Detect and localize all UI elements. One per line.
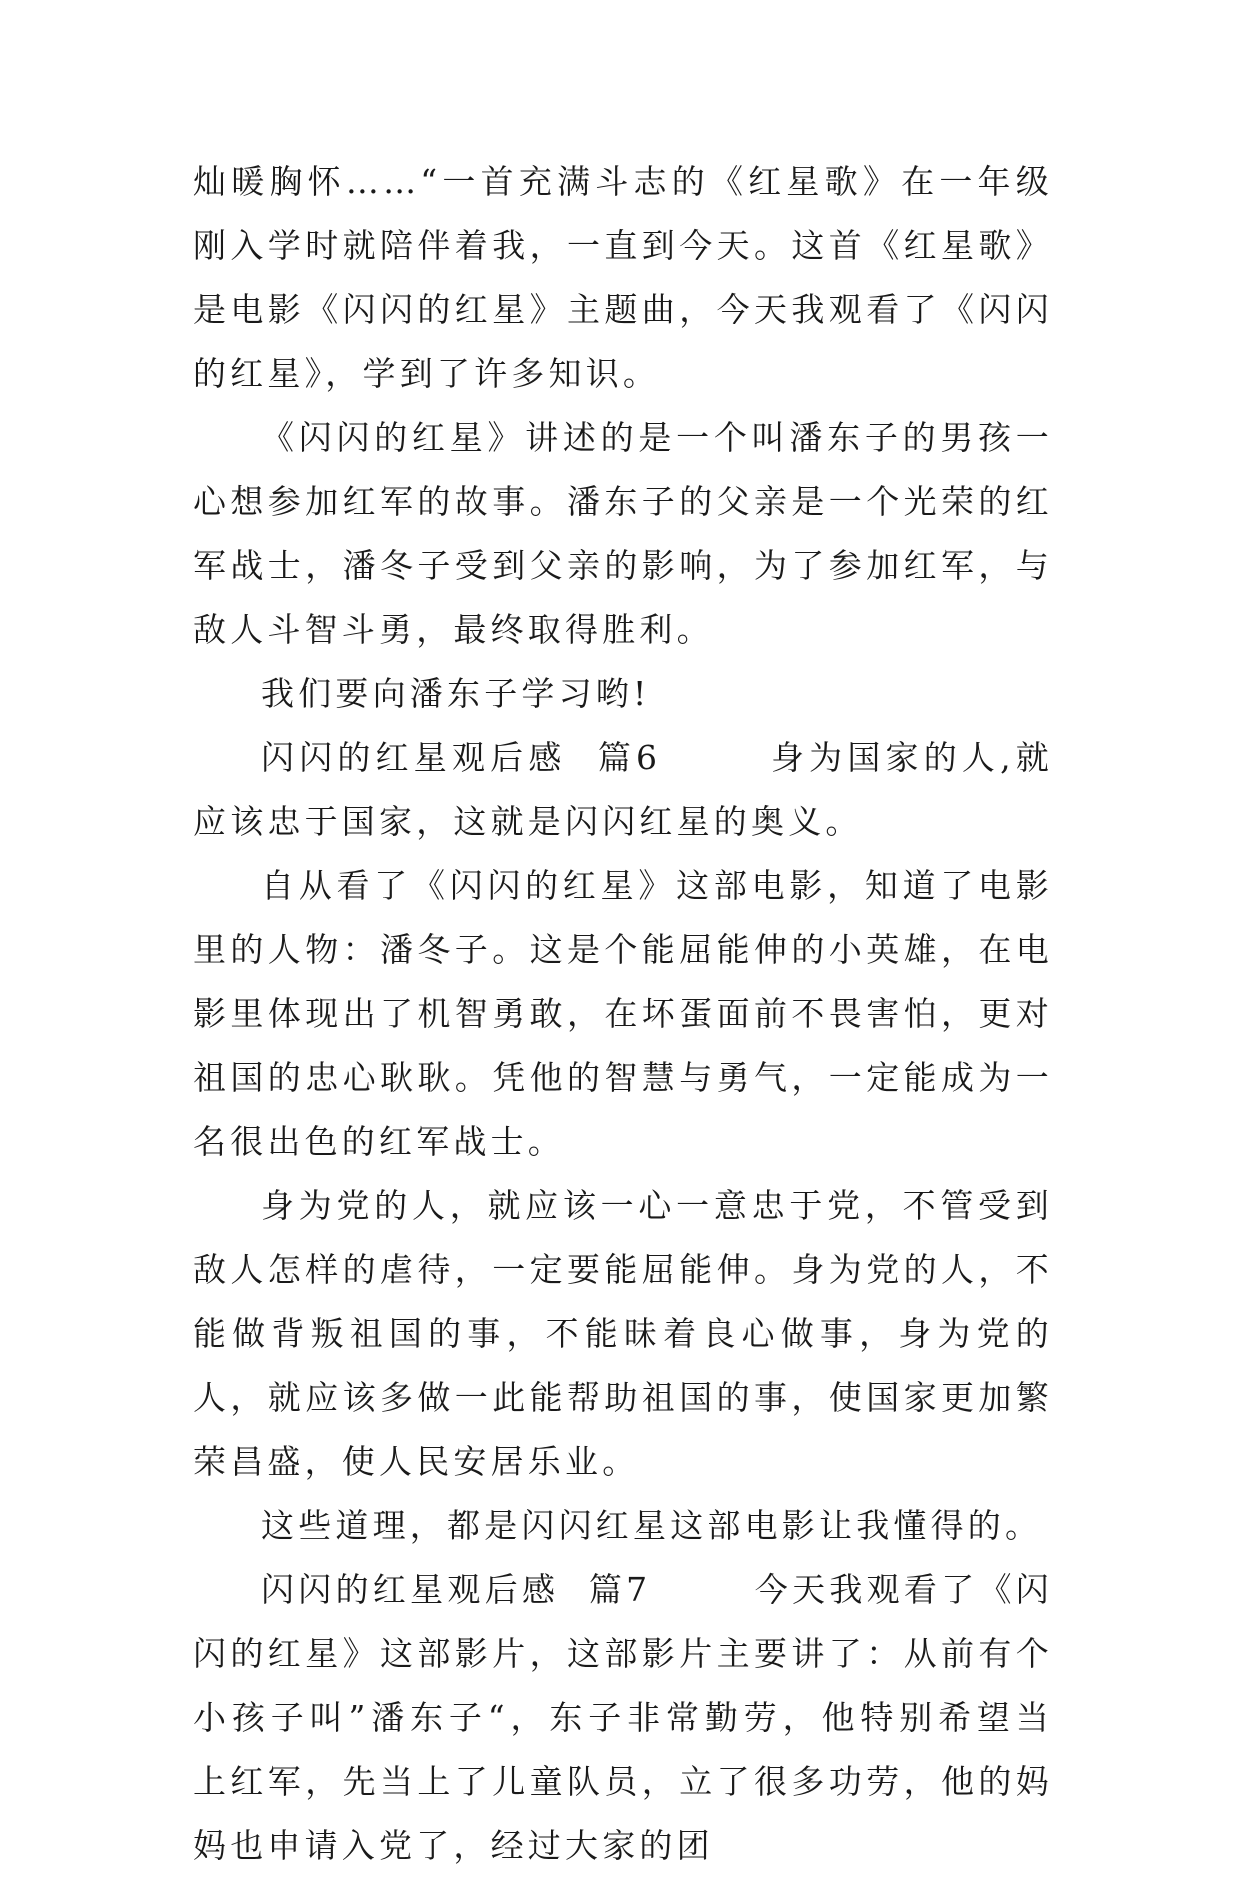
paragraph-2: 《闪闪的红星》讲述的是一个叫潘东子的男孩一心想参加红军的故事。潘东子的父亲是一个光荣的红军战士，潘冬子受到父亲的影响，为了参加红军，与敌人斗智斗勇，最终取得胜利。 [193, 418, 1053, 649]
paragraph-6: 身为党的人，就应该一心一意忠于党，不管受到敌人怎样的虐待，一定要能屈能伸。身为党的人，不能做背叛祖国的事，不能昧着良心做事，身为党的人，就应该多做一此能帮助祖国的事，使国家更加繁荣昌盛，使人民安居乐业。 [193, 1186, 1053, 1481]
paragraph-3: 我们要向潘东子学习哟! [261, 674, 651, 713]
document-body [193, 150, 1053, 1878]
paragraph-4-section-6: 闪闪的红星观后感 篇6 身为国家的人,就应该忠于国家，这就是闪闪红星的奥义。 [193, 738, 1053, 841]
paragraph-8-section-7: 闪闪的红星观后感 篇7 今天我观看了《闪闪的红星》这部影片，这部影片主要讲了：从前有个小孩子叫”潘东子“，东子非常勤劳，他特别希望当上红军，先当上了儿童队员，立了很多功劳，他的妈妈也申请入党了，经过大家的团 [193, 1570, 1053, 1865]
paragraph-7: 这些道理，都是闪闪红星这部电影让我懂得的。 [261, 1506, 1043, 1545]
paragraph-5: 自从看了《闪闪的红星》这部电影，知道了电影里的人物：潘冬子。这是个能屈能伸的小英雄，在电影里体现出了机智勇敢，在坏蛋面前不畏害怕，更对祖国的忠心耿耿。凭他的智慧与勇气，一定能成为一名很出色的红军战士。 [193, 866, 1053, 1161]
paragraph-1: 灿暖胸怀……“一首充满斗志的《红星歌》在一年级刚入学时就陪伴着我，一直到今天。这首《红星歌》是电影《闪闪的红星》主题曲，今天我观看了《闪闪的红星》，学到了许多知识。 [193, 162, 1053, 393]
